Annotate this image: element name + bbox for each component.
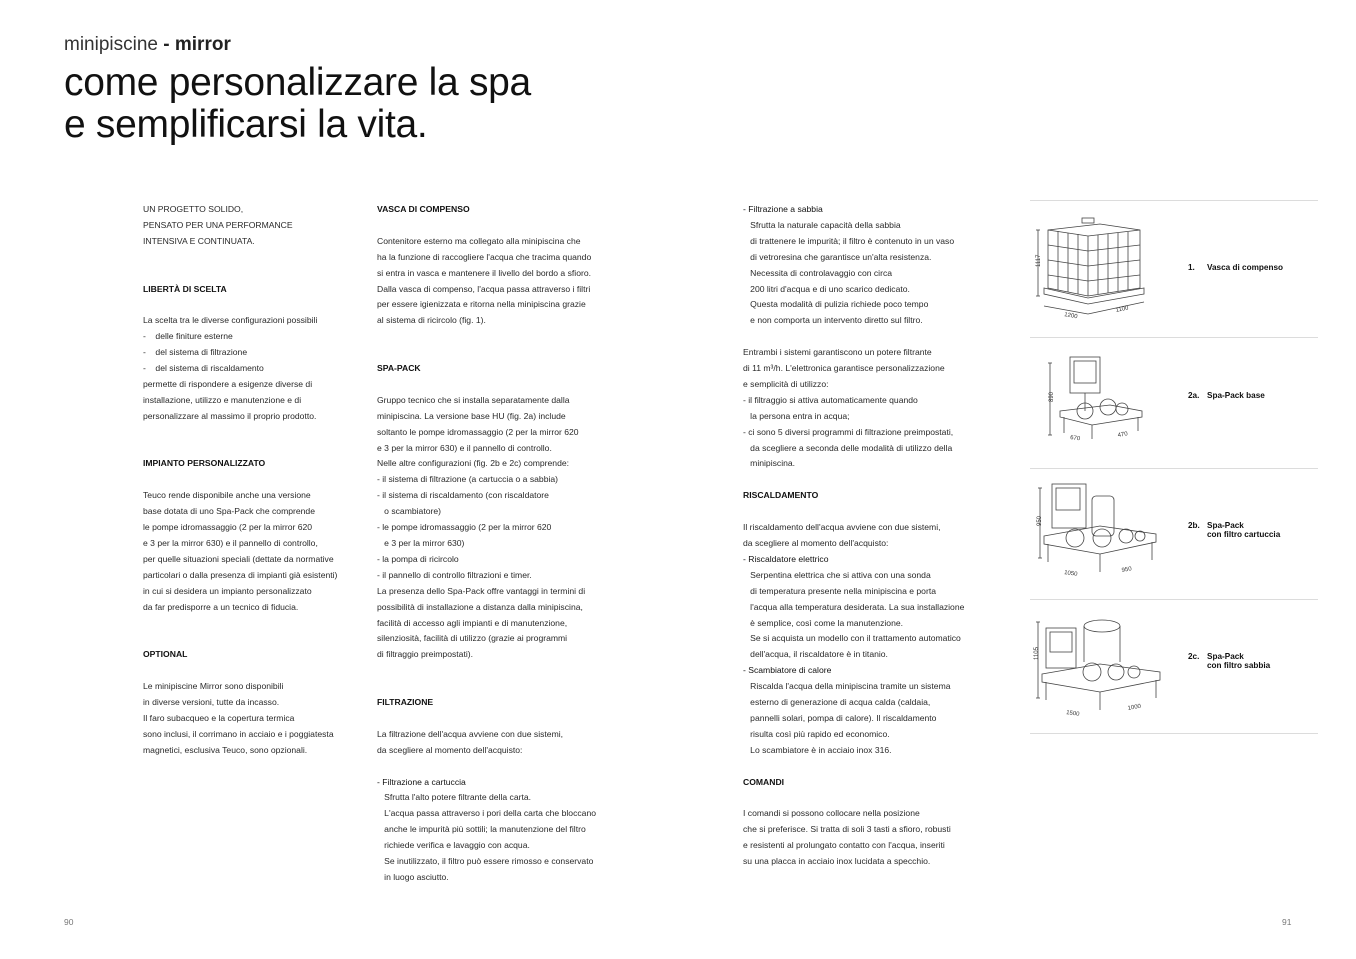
- text-line: pannelli solari, pompa di calore). Il riscaldamento: [743, 712, 937, 723]
- figure-rule: [1030, 468, 1318, 469]
- text-line: da scegliere al momento dell'acquisto:: [743, 537, 889, 548]
- text-line: Sfrutta l'alto potere filtrante della carta.: [377, 792, 532, 803]
- column-2: [377, 202, 627, 886]
- section-kicker: [64, 34, 231, 56]
- figure-caption-sub: con filtro sabbia: [1207, 661, 1271, 670]
- text-line: da far predisporre a un tecnico di fiducia.: [143, 601, 299, 612]
- text-line: minipiscina. La versione base HU (fig. 2a) include: [377, 410, 566, 421]
- text-line: UN PROGETTO SOLIDO,: [143, 204, 244, 214]
- text-line: Nelle altre configurazioni (fig. 2b e 2c) comprende:: [377, 458, 570, 469]
- dim-label: 950: [1121, 566, 1133, 574]
- text-line: e semplicità di utilizzo:: [743, 378, 829, 389]
- text-line: le pompe idromassaggio (2 per la mirror 620: [143, 522, 313, 533]
- text-line: Se inutilizzato, il filtro può essere rimosso e conservato: [377, 856, 594, 867]
- figure-caption: Spa-Pack: [1207, 521, 1244, 530]
- text-line: permette di rispondere a esigenze diverse di: [143, 378, 313, 389]
- text-line: ha la funzione di raccogliere l'acqua che tracima quando: [377, 251, 592, 262]
- text-line: - delle finiture esterne: [143, 331, 233, 342]
- text-line: Dalla vasca di compenso, l'acqua passa attraverso i filtri: [377, 283, 591, 294]
- figure-number: 2a.: [1188, 391, 1200, 400]
- column-3: [743, 202, 993, 870]
- text-line: l'acqua alla temperatura desiderata. La sua installazione: [743, 601, 965, 612]
- text-line: di temperatura presente nella minipiscina e porta: [743, 585, 936, 596]
- text-line: per quelle situazioni speciali (dettate da normative: [143, 553, 334, 564]
- text-line: - le pompe idromassaggio (2 per la mirror 620: [377, 522, 552, 533]
- figure-caption: Spa-Pack base: [1207, 391, 1265, 400]
- text-line: Serpentina elettrica che si attiva con una sonda: [743, 569, 931, 580]
- text-line: personalizzare al massimo il proprio prodotto.: [143, 410, 317, 421]
- text-line: installazione, utilizzo e manutenzione e di: [143, 394, 302, 405]
- text-line: è semplice, così come la manutenzione.: [743, 617, 904, 628]
- text-line: al sistema di ricircolo (fig. 1).: [377, 315, 486, 326]
- dim-label: 470: [1117, 431, 1129, 439]
- text-line: da scegliere al momento dell'acquisto:: [377, 744, 523, 755]
- text-line: di vetroresina che garantisce un'alta resistenza.: [743, 251, 932, 262]
- column-1: [143, 202, 358, 759]
- body-impianto: [143, 488, 358, 615]
- page-number-right: 91: [1282, 917, 1292, 927]
- text-line: - il sistema di riscaldamento (con riscaldatore: [377, 490, 549, 501]
- subheading-scambiatore: - Scambiatore di calore: [743, 665, 832, 676]
- dim-label: 670: [1069, 435, 1081, 443]
- text-line: Entrambi i sistemi garantiscono un potere filtrante: [743, 347, 932, 358]
- text-line: Lo scambiatore è in acciaio inox 316.: [743, 744, 892, 755]
- figure-caption: Spa-Pack: [1207, 652, 1244, 661]
- body-optional: [143, 679, 358, 759]
- text-line: si entra in vasca e mantenere il livello del bordo a sfioro.: [377, 267, 592, 278]
- figure-caption-sub: con filtro cartuccia: [1207, 530, 1281, 539]
- text-line: Sfrutta la naturale capacità della sabbia: [743, 219, 901, 230]
- text-line: in diverse versioni, tutte da incasso.: [143, 696, 280, 707]
- figure-vasca-compenso: [1030, 210, 1180, 330]
- heading-riscaldamento: RISCALDAMENTO: [743, 490, 819, 501]
- text-line: - del sistema di riscaldamento: [143, 363, 264, 374]
- subheading-riscaldatore: - Riscaldatore elettrico: [743, 553, 829, 564]
- subheading-cartuccia: - Filtrazione a cartuccia: [377, 776, 466, 787]
- text-line: facilità di accesso agli impianti e di manutenzione,: [377, 617, 568, 628]
- heading-spapack: SPA-PACK: [377, 363, 421, 374]
- body-filtrazione: [377, 727, 627, 759]
- body-entrambi: [743, 345, 993, 472]
- figure-rule: [1030, 733, 1318, 734]
- page-title: [64, 62, 531, 146]
- heading-vasca: VASCA DI COMPENSO: [377, 204, 470, 214]
- figure-label-2c: [1188, 652, 1270, 670]
- text-line: che si preferisce. Si tratta di soli 3 tasti a sfioro, robusti: [743, 824, 951, 835]
- text-line: Riscalda l'acqua della minipiscina tramite un sistema: [743, 681, 951, 692]
- dim-label: 1000: [1127, 703, 1142, 712]
- text-line: sono inclusi, il corrimano in acciaio e i poggiatesta: [143, 728, 334, 739]
- heading-comandi: COMANDI: [743, 776, 785, 787]
- text-line: - il filtraggio si attiva automaticamente quando: [743, 394, 918, 405]
- subheading-sabbia: - Filtrazione a sabbia: [743, 204, 823, 214]
- kicker-bold: mirror: [174, 34, 231, 55]
- text-line: INTENSIVA E CONTINUATA.: [143, 235, 255, 246]
- figure-caption: Vasca di compenso: [1207, 263, 1283, 272]
- kicker-light: minipiscine: [64, 34, 158, 55]
- body-liberta: [143, 313, 358, 424]
- text-line: possibilità di installazione a distanza dalla minipiscina,: [377, 601, 583, 612]
- dim-label: 1105: [1034, 647, 1040, 660]
- title-line-1: come personalizzare la spa: [64, 61, 531, 104]
- text-line: esterno di generazione di acqua calda (caldaia,: [743, 697, 931, 708]
- text-line: in luogo asciutto.: [377, 871, 449, 882]
- figure-rule: [1030, 200, 1318, 201]
- text-line: e resistenti al prolungato contatto con l'acqua, inseriti: [743, 840, 945, 851]
- text-line: di 11 m³/h. L'elettronica garantisce personalizzazione: [743, 363, 945, 374]
- figure-label-2b: [1188, 521, 1280, 539]
- dim-label: 1100: [1115, 305, 1130, 314]
- text-line: Necessita di controlavaggio con circa: [743, 267, 893, 278]
- text-line: e non comporta un intervento diretto sul filtro.: [743, 315, 923, 326]
- intro-block: [143, 202, 358, 250]
- body-comandi: [743, 806, 993, 870]
- text-line: La filtrazione dell'acqua avviene con due sistemi,: [377, 728, 564, 739]
- text-line: e 3 per la mirror 630): [377, 537, 465, 548]
- figure-number: 1.: [1188, 263, 1195, 272]
- text-line: e 3 per la mirror 630) e il pannello di controllo.: [377, 442, 552, 453]
- text-line: o scambiatore): [377, 506, 441, 517]
- figure-label-1: [1188, 263, 1283, 272]
- text-line: risulta così più rapido ed economico.: [743, 728, 890, 739]
- text-line: - il pannello di controllo filtrazioni e timer.: [377, 569, 532, 580]
- text-line: silenziosità, facilità di utilizzo (grazie ai programmi: [377, 633, 568, 644]
- body-cartuccia: [377, 790, 627, 885]
- body-vasca: [377, 234, 627, 329]
- text-line: da scegliere a seconda delle modalità di utilizzo della: [743, 442, 953, 453]
- text-line: di trattenere le impurità; il filtro è contenuto in un vaso: [743, 235, 955, 246]
- text-line: per essere igienizzata e ritorna nella minipiscina grazie: [377, 299, 586, 310]
- text-line: Teuco rende disponibile anche una versione: [143, 490, 311, 501]
- dim-label: 1117: [1036, 254, 1042, 267]
- figure-label-2a: [1188, 391, 1265, 400]
- text-line: Se si acquista un modello con il trattamento automatico: [743, 633, 961, 644]
- text-line: particolari o dalla presenza di impianti già esistenti): [143, 569, 338, 580]
- text-line: Contenitore esterno ma collegato alla minipiscina che: [377, 235, 581, 246]
- figure-spapack-cartuccia: [1030, 476, 1180, 596]
- title-line-2: e semplificarsi la vita.: [64, 103, 428, 146]
- heading-impianto: IMPIANTO PERSONALIZZATO: [143, 458, 266, 469]
- heading-filtrazione: FILTRAZIONE: [377, 697, 434, 707]
- text-line: - ci sono 5 diversi programmi di filtrazione preimpostati,: [743, 426, 954, 437]
- dim-label: 950: [1037, 515, 1043, 526]
- text-line: magnetici, esclusiva Teuco, sono opzionali.: [143, 744, 308, 755]
- text-line: - del sistema di filtrazione: [143, 347, 248, 358]
- text-line: minipiscina.: [743, 458, 796, 469]
- figure-spapack-sabbia: [1030, 606, 1180, 726]
- dim-label: 1200: [1063, 312, 1078, 321]
- text-line: Questa modalità di pulizia richiede poco tempo: [743, 299, 929, 310]
- text-line: base dotata di uno Spa-Pack che comprende: [143, 506, 315, 517]
- kicker-sep: -: [157, 34, 175, 55]
- text-line: 200 litri d'acqua e di uno scarico dedicato.: [743, 283, 910, 294]
- text-line: L'acqua passa attraverso i pori della carta che bloccano: [377, 808, 596, 819]
- body-spapack: [377, 393, 627, 663]
- text-line: e 3 per la mirror 630) e il pannello di controllo,: [143, 537, 318, 548]
- heading-optional: OPTIONAL: [143, 649, 188, 660]
- text-line: di filtraggio preimpostati).: [377, 649, 474, 660]
- text-line: I comandi si possono collocare nella posizione: [743, 808, 920, 819]
- body-riscaldamento: [743, 520, 993, 552]
- dim-label: 1050: [1063, 570, 1078, 578]
- text-line: La presenza dello Spa-Pack offre vantaggi in termini di: [377, 585, 586, 596]
- heading-liberta: LIBERTÀ DI SCELTA: [143, 283, 227, 294]
- figure-number: 2b.: [1188, 521, 1200, 530]
- text-line: Gruppo tecnico che si installa separatamente dalla: [377, 394, 570, 405]
- text-line: dell'acqua, il riscaldatore è in titanio.: [743, 649, 888, 660]
- body-riscaldatore: [743, 568, 993, 663]
- text-line: anche le impurità più sottili; la manutenzione del filtro: [377, 824, 586, 835]
- page-number-left: 90: [64, 917, 74, 927]
- text-line: richiede verifica e lavaggio con acqua.: [377, 840, 530, 851]
- body-sabbia: [743, 218, 993, 329]
- text-line: PENSATO PER UNA PERFORMANCE: [143, 219, 293, 230]
- text-line: Il faro subacqueo e la copertura termica: [143, 712, 295, 723]
- dim-label: 890: [1049, 391, 1055, 402]
- text-line: la persona entra in acqua;: [743, 410, 850, 421]
- text-line: - il sistema di filtrazione (a cartuccia o a sabbia): [377, 474, 559, 485]
- figure-number: 2c.: [1188, 652, 1200, 661]
- text-line: soltanto le pompe idromassaggio (2 per la mirror 620: [377, 426, 579, 437]
- figure-rule: [1030, 599, 1318, 600]
- figure-spapack-base: [1030, 345, 1180, 465]
- text-line: Il riscaldamento dell'acqua avviene con due sistemi,: [743, 522, 941, 533]
- text-line: La scelta tra le diverse configurazioni possibili: [143, 315, 318, 326]
- text-line: in cui si desidera un impianto personalizzato: [143, 585, 312, 596]
- figure-rule: [1030, 337, 1318, 338]
- dim-label: 1500: [1065, 710, 1080, 718]
- text-line: Le minipiscine Mirror sono disponibili: [143, 681, 284, 692]
- body-scambiatore: [743, 679, 993, 759]
- text-line: su una placca in acciaio inox lucidata a specchio.: [743, 856, 931, 867]
- text-line: - la pompa di ricircolo: [377, 553, 459, 564]
